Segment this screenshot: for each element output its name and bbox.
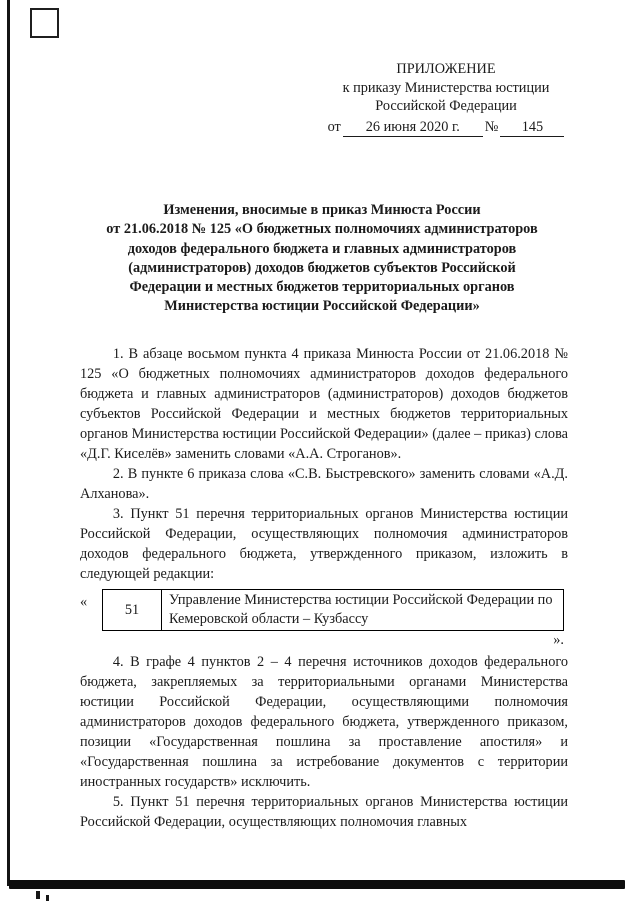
open-quote-mark: « bbox=[80, 594, 88, 611]
amendment-table bbox=[102, 589, 564, 631]
number-sign: № bbox=[484, 118, 499, 135]
header-order-line: к приказу Министерства юстиции bbox=[342, 79, 550, 96]
order-number: 145 bbox=[500, 118, 564, 138]
body-paragraph-4: 4. В графе 4 пунктов 2 – 4 перечня источников доходов федерального бюджета, закрепляемых за территориальными органами Министерства юстиции Российской Федерации, осуществляющими полномочия администраторов доходов федерального бюджета, утвержденного приказом, позиции «Государственная пошлина за проставление апостиля» и «Государственная пошлина за истребование документов с территории иностранных государств» исключить. bbox=[80, 654, 568, 791]
amendment-table-section bbox=[80, 589, 568, 649]
body-paragraph-5: 5. Пункт 51 перечня территориальных органов Министерства юстиции Российской Федерации, осуществляющих полномочия главных bbox=[80, 794, 568, 831]
title-line: Изменения, вносимые в приказ Минюста России bbox=[163, 202, 481, 219]
scan-edge-bottom bbox=[9, 880, 625, 889]
table-row-number: 51 bbox=[103, 590, 162, 631]
close-quote-mark: ». bbox=[553, 632, 564, 649]
stamp-box bbox=[30, 8, 59, 38]
header-appendix-label: ПРИЛОЖЕНИЕ bbox=[396, 61, 496, 77]
scan-mark-small-2 bbox=[46, 895, 49, 901]
document-header bbox=[306, 60, 586, 137]
table-row-text: Управление Министерства юстиции Российской Федерации по Кемеровской области – Кузбассу bbox=[162, 590, 564, 631]
body-paragraph-1: 1. В абзаце восьмом пункта 4 приказа Минюста России от 21.06.2018 № 125 «О бюджетных полномочиях администраторов доходов федерального бюджета и главных администраторов (администраторов) доходов бюджетов субъектов Российской Федерации и местных бюджетов территориальных органов Министерства юстиции Российской Федерации» (далее – приказ) слова «Д.Г. Киселёв» заменить словами «А.А. Строганов». bbox=[80, 346, 568, 463]
title-line: (администраторов) доходов бюджетов субъектов Российской bbox=[128, 259, 516, 276]
title-line: доходов федерального бюджета и главных администраторов bbox=[127, 240, 517, 257]
title-line: от 21.06.2018 № 125 «О бюджетных полномочиях администраторов bbox=[106, 221, 538, 238]
title-line: Министерства юстиции Российской Федерации» bbox=[164, 298, 480, 315]
header-federation-line: Российской Федерации bbox=[375, 98, 517, 115]
title-line: Федерации и местных бюджетов территориальных органов bbox=[129, 278, 515, 295]
order-date: 26 июня 2020 г. bbox=[343, 118, 483, 138]
document-body bbox=[0, 344, 640, 832]
body-paragraph-3: 3. Пункт 51 перечня территориальных органов Министерства юстиции Российской Федерации, осуществляющих полномочия администраторов доходов федерального бюджета, утвержденного приказом, изложить в следующей редакции: bbox=[80, 506, 568, 583]
document-title bbox=[0, 201, 640, 316]
scan-mark-small-1 bbox=[36, 891, 40, 899]
table-row bbox=[103, 590, 564, 631]
scan-edge-left bbox=[7, 0, 10, 886]
body-paragraph-2: 2. В пункте 6 приказа слова «С.В. Быстревского» заменить словами «А.Д. Алханова». bbox=[80, 466, 568, 503]
date-prefix: от bbox=[327, 118, 341, 135]
header-date-line bbox=[306, 118, 586, 138]
